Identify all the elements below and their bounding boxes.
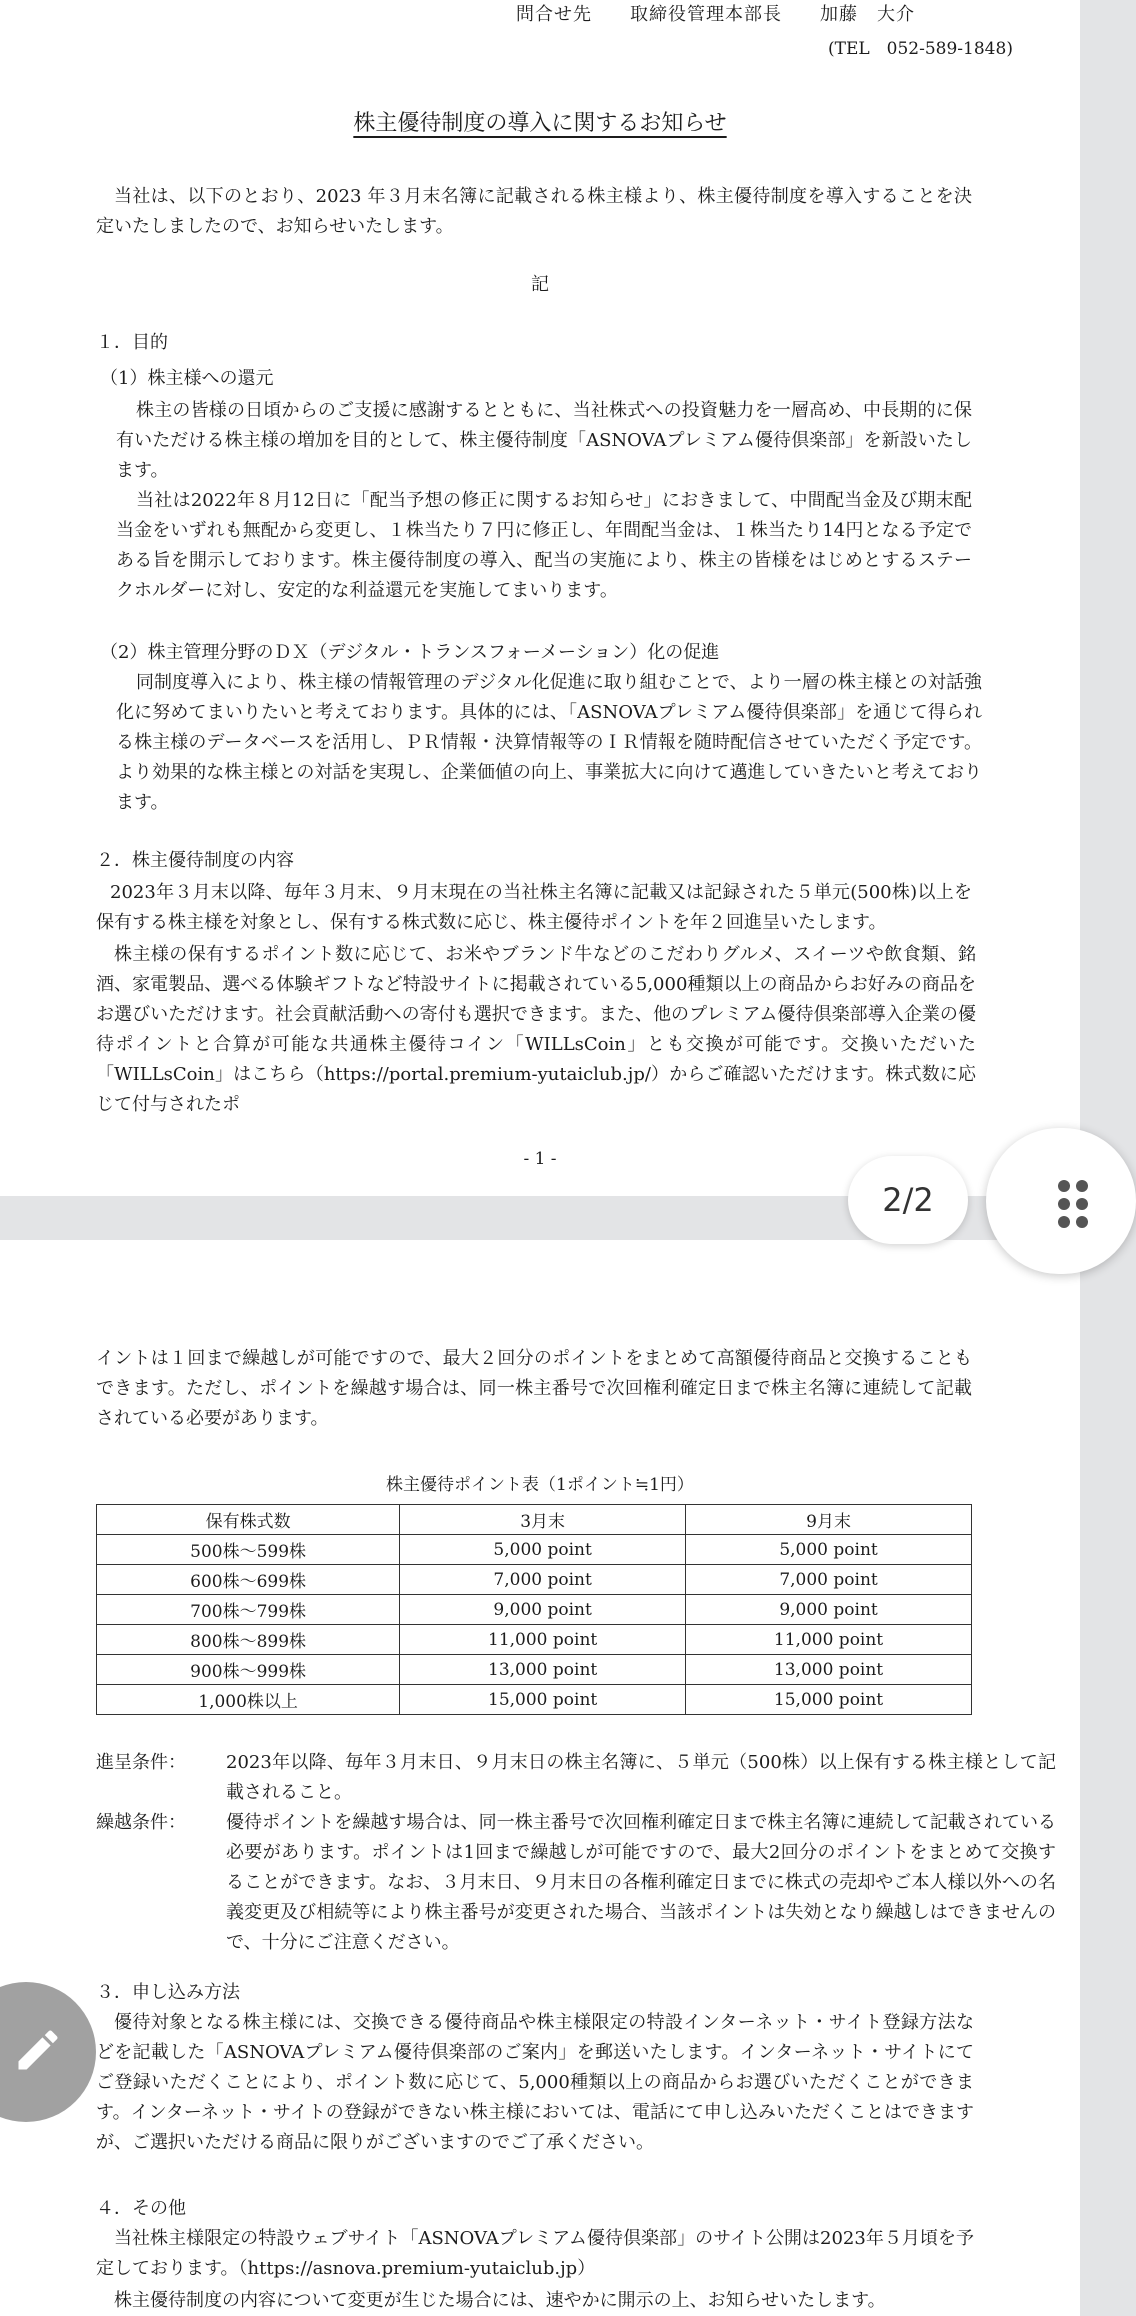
table-cell: 13,000 point <box>400 1655 686 1685</box>
table-cell: 600株～699株 <box>97 1565 400 1595</box>
section-2-paragraph-1: 2023年３月末以降、毎年３月末、９月末現在の当社株主名簿に記載又は記録された５単元(500株)以上を保有する株主様を対象とし、保有する株式数に応じ、株主優待ポイントを年２回進呈いたします。 <box>96 882 972 933</box>
contact-tel: (TEL 052-589-1848) <box>828 39 1013 59</box>
section-2-paragraph-2: 株主様の保有するポイント数に応じて、お米やブランド牛などのこだわりグルメ、スイーツや飲食類、銘酒、家電製品、選べる体験ギフトなど特設サイトに掲載されている5,000種類以上の商品からお好みの商品をお選びいただけます。社会貢献活動への寄付も選択できます。また、他のプレミアム優待倶楽部導入企業の優待ポイントと合算が可能な共通株主優待コイン「WILLsCoin」とも交換が可能です。交換いただいた「WILLsCoin」はこちら（https://portal.premium-yutaiclub.jp/）からご確認いただけます。株式数に応じて付与されたポ <box>96 944 976 1115</box>
table-row <box>97 1685 972 1715</box>
table-cell: 15,000 point <box>686 1685 972 1715</box>
table-row <box>97 1625 972 1655</box>
page-number: - 1 - <box>523 1149 557 1169</box>
contact-line: 問合せ先 取締役管理本部長 加藤 大介 <box>516 4 915 25</box>
table-cell: 5,000 point <box>400 1535 686 1565</box>
section-1-2-heading: （2）株主管理分野のＤＸ（デジタル・トランスフォーメーション）化の促進 <box>100 642 720 663</box>
table-header-row <box>97 1505 972 1535</box>
section-4-paragraph-2: 株主優待制度の内容について変更が生じた場合には、速やかに開示の上、お知らせいたします。 <box>114 2290 886 2311</box>
table-cell: 800株～899株 <box>97 1625 400 1655</box>
table-cell: 11,000 point <box>686 1625 972 1655</box>
table-header-cell: 保有株式数 <box>97 1505 400 1535</box>
section-1-2-paragraph: 同制度導入により、株主様の情報管理のデジタル化促進に取り組むことで、より一層の株主様との対話強化に努めてまいりたいと考えております。具体的には、「ASNOVAプレミアム優待倶楽部」を通じて得られる株主様のデータベースを活用し、ＰＲ情報・決算情報等のＩＲ情報を随時配信させていただく予定です。より効果的な株主様との対話を実現し、企業価値の向上、事業拡大に向けて邁進していきたいと考えております。 <box>116 672 982 813</box>
pdf-page-1 <box>0 0 1080 1196</box>
section-1-1-paragraph-2: 当社は2022年８月12日に「配当予想の修正に関するお知らせ」におきまして、中間配当金及び期末配当金をいずれも無配から変更し、１株当たり７円に修正し、年間配当金は、１株当たり14円となる予定である旨を開示しております。株主優待制度の導入、配当の実施により、株主の皆様をはじめとするステークホルダーに対し、安定的な利益還元を実施してまいります。 <box>116 490 972 601</box>
points-table-caption: 株主優待ポイント表（1ポイント≒1円） <box>386 1475 694 1495</box>
intro-paragraph: 当社は、以下のとおり、2023 年３月末名簿に記載される株主様より、株主優待制度を導入することを決定いたしましたので、お知らせいたします。 <box>96 186 972 237</box>
section-1-1-heading: （1）株主様への還元 <box>100 368 274 389</box>
table-cell: 5,000 point <box>686 1535 972 1565</box>
section-2-continuation: イントは１回まで繰越しが可能ですので、最大２回分のポイントをまとめて高額優待商品と交換することもできます。ただし、ポイントを繰越す場合は、同一株主番号で次回権利確定日まで株主名簿に連続して記載されている必要があります。 <box>96 1348 972 1429</box>
document-title: 株主優待制度の導入に関するお知らせ <box>353 111 727 136</box>
section-2-heading: ２．株主優待制度の内容 <box>96 850 294 871</box>
table-cell: 1,000株以上 <box>97 1685 400 1715</box>
table-cell: 13,000 point <box>686 1655 972 1685</box>
section-4-heading: ４．その他 <box>96 2198 186 2219</box>
table-cell: 9,000 point <box>400 1595 686 1625</box>
section-3-heading: ３．申し込み方法 <box>96 1982 240 2003</box>
page-indicator[interactable]: 2/2 <box>848 1156 968 1244</box>
table-row <box>97 1565 972 1595</box>
table-cell: 700株～799株 <box>97 1595 400 1625</box>
table-cell: 500株～599株 <box>97 1535 400 1565</box>
pencil-icon <box>12 2024 64 2076</box>
table-cell: 15,000 point <box>400 1685 686 1715</box>
table-cell: 7,000 point <box>400 1565 686 1595</box>
condition-award <box>96 1748 1072 1808</box>
table-cell: 900株～999株 <box>97 1655 400 1685</box>
section-4-paragraph-1: 当社株主様限定の特設ウェブサイト「ASNOVAプレミアム優待倶楽部」のサイト公開は2023年５月頃を予定しております。（https://asnova.premium-yutaiclub.jp） <box>96 2228 974 2279</box>
pdf-page-2 <box>0 1240 1080 2316</box>
condition-carryover-text: 優待ポイントを繰越す場合は、同一株主番号で次回権利確定日まで株主名簿に連続して記載されている必要があります。ポイントは1回まで繰越しが可能ですので、最大2回分のポイントをまとめて交換することができます。なお、３月末日、９月末日の各権利確定日までに株式の売却やご本人様以外への名義変更及び相続等により株主番号が変更された場合、当該ポイントは失効となり繰越しはできませんので、十分にご注意ください。 <box>226 1812 1056 1953</box>
condition-carryover-label: 繰越条件： <box>96 1812 186 1833</box>
ki-mark: 記 <box>531 274 549 295</box>
table-row <box>97 1655 972 1685</box>
condition-award-text: 2023年以降、毎年３月末日、９月末日の株主名簿に、５単元（500株）以上保有する株主様として記載されること。 <box>226 1752 1056 1803</box>
points-table <box>96 1504 972 1715</box>
section-3-paragraph: 優待対象となる株主様には、交換できる優待商品や株主様限定の特設インターネット・サイト登録方法などを記載した「ASNOVAプレミアム優待倶楽部のご案内」を郵送いたします。インターネット・サイトにてご登録いただくことにより、ポイント数に応じて、5,000種類以上の商品からお選びいただくことができます。インターネット・サイトの登録ができない株主様においては、電話にて申し込みいただくことはできますが、ご選択いただける商品に限りがございますのでご了承ください。 <box>96 2012 974 2153</box>
table-cell: 11,000 point <box>400 1625 686 1655</box>
table-header-cell: 9月末 <box>686 1505 972 1535</box>
condition-carryover <box>96 1808 1072 1958</box>
table-cell: 9,000 point <box>686 1595 972 1625</box>
table-row <box>97 1595 972 1625</box>
section-1-1-paragraph-1: 株主の皆様の日頃からのご支援に感謝するとともに、当社株式への投資魅力を一層高め、中長期的に保有いただける株主様の増加を目的として、株主優待制度「ASNOVAプレミアム優待倶楽部」を新設いたします。 <box>116 400 972 481</box>
table-row <box>97 1535 972 1565</box>
table-header-cell: 3月末 <box>400 1505 686 1535</box>
table-cell: 7,000 point <box>686 1565 972 1595</box>
condition-award-label: 進呈条件： <box>96 1752 186 1773</box>
dots-grid-icon[interactable] <box>1058 1180 1090 1228</box>
section-1-heading: １．目的 <box>96 332 168 353</box>
